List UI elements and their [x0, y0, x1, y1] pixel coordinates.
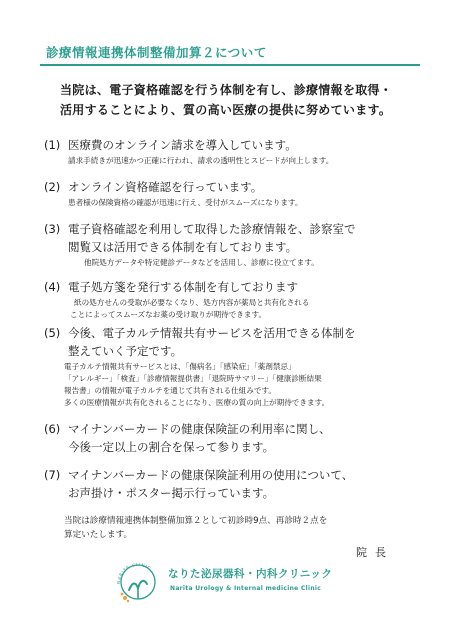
- title-bar: [40, 40, 420, 66]
- item-title-line: 電子処方箋を発行する体制を有しております: [68, 280, 298, 294]
- item-title-line: 整えていく予定です。: [68, 344, 183, 358]
- intro-line: 当院は、電子資格確認を行う体制を有し、診療情報を取得・: [60, 83, 393, 97]
- closing-line: 算定いたします。: [64, 530, 133, 540]
- item-description-line: 他院処方データや特定健診データなどを活用し、診療に役立てます。: [84, 258, 319, 267]
- logo-ring-text: NARITA CLINIC: [115, 561, 153, 585]
- item-title: [68, 466, 439, 502]
- item-number: (3): [44, 222, 61, 236]
- item-title: [68, 324, 439, 360]
- item-description-line: 電子カルテ情報共有サービスとは、「傷病名」「感染症」「薬剤禁忌」: [64, 362, 296, 371]
- intro-line: 活用することにより、質の高い医療の提供に努めています。: [60, 103, 392, 117]
- item-number: (2): [44, 180, 61, 194]
- signer: 院長: [356, 546, 394, 559]
- item-description-line: 「アレルギー」「検査」「診療情報提供書」「退院時サマリー」「健康診断結果: [64, 374, 322, 383]
- item-title-line: お声掛け・ポスター掲示行っています。: [68, 486, 275, 500]
- list-item: [44, 420, 439, 456]
- clinic-name: なりた泌尿器科・内科クリニック: [168, 568, 333, 580]
- item-title: [68, 220, 439, 256]
- closing-line: 当院は診療情報連携体制整備加算２として初診時9点、再診時２点を: [64, 516, 328, 526]
- item-title-line: 医療費のオンライン請求を導入しています。: [68, 138, 297, 152]
- item-number: (4): [44, 280, 61, 294]
- item-description-line: 紙の処方せんの受取が必要なくなり、処方内容が薬局と共有化される: [74, 298, 310, 307]
- item-number: (7): [44, 468, 61, 482]
- item-title: [68, 420, 439, 456]
- list-item: [44, 178, 439, 209]
- item-description: [84, 257, 439, 269]
- item-description-line: ことによってスムーズなお薬の受け取りが期待できます。: [70, 310, 267, 319]
- item-description: [64, 361, 439, 409]
- item-description-line: 報告書」の情報が電子カルテを通じて共有される仕組みです。: [64, 386, 277, 395]
- item-title-line: 今後一定以上の割合を保って参ります。: [68, 440, 275, 454]
- item-description: [70, 297, 439, 321]
- closing-note: [64, 514, 404, 542]
- item-title-line: 今後、電子カルテ情報共有サービスを活用できる体制を: [68, 326, 356, 340]
- item-description-line: 多くの医療情報が共有化されることになり、医療の質の向上が期待できます。: [64, 398, 330, 407]
- item-title-line: マイナンバーカードの健康保険証利用の使用について、: [68, 468, 354, 482]
- item-description: [68, 197, 439, 209]
- item-title-line: マイナンバーカードの健康保険証の利用率に関し、: [68, 422, 331, 436]
- item-number: (5): [44, 326, 61, 340]
- intro-paragraph: [60, 80, 440, 120]
- item-title-line: 閲覧又は活用できる体制を有しております。: [68, 240, 298, 254]
- item-title: [68, 278, 439, 296]
- item-number: (6): [44, 422, 61, 436]
- item-description: [68, 155, 439, 167]
- page-title: 診療情報連携体制整備加算２について: [46, 45, 267, 60]
- clinic-name-english: Narita Urology & Internal medicine Clinic: [170, 585, 322, 592]
- clinic-logo-icon: [112, 554, 164, 606]
- item-title-line: オンライン資格確認を行っています。: [68, 180, 263, 194]
- item-number: (1): [44, 138, 61, 152]
- item-title: [68, 136, 439, 154]
- item-title: [68, 178, 439, 196]
- list-item: [44, 466, 439, 502]
- list-item: [44, 136, 439, 167]
- list-item: [44, 278, 439, 321]
- list-item: [44, 324, 439, 409]
- item-description-line: 患者様の保険資格の確認が迅速に行え、受付がスムーズになります。: [68, 198, 303, 207]
- item-title-line: 電子資格確認を利用して取得した診療情報を、診察室で: [68, 222, 356, 236]
- item-description-line: 請求手続きが迅速かつ正確に行われ、請求の透明性とスピードが向上します。: [68, 156, 334, 165]
- list-item: [44, 220, 439, 269]
